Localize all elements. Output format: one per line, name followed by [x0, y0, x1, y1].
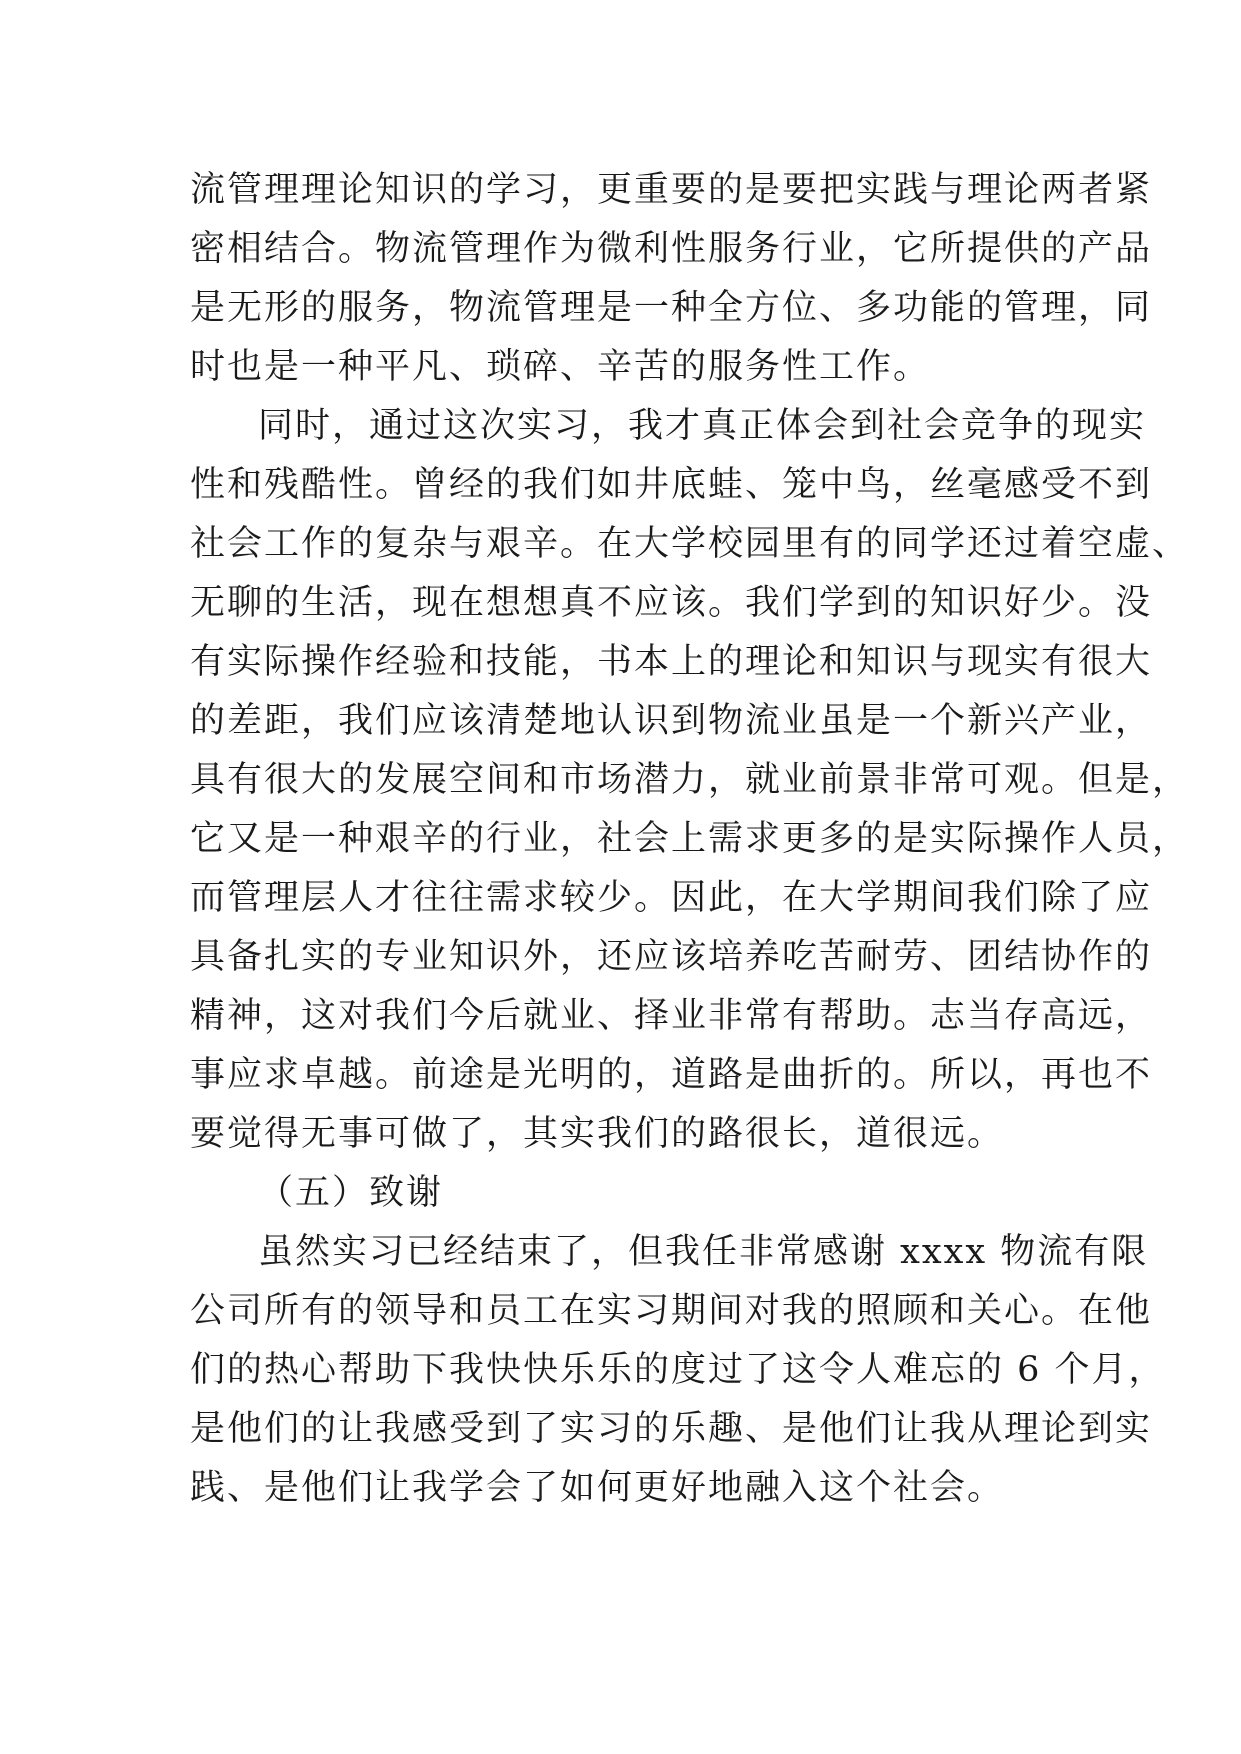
paragraph-line: 无聊的生活，现在想想真不应该。我们学到的知识好少。没 [190, 583, 1153, 623]
paragraph-line: 践、是他们让我学会了如何更好地融入这个社会。 [190, 1468, 1005, 1508]
paragraph-line: 流管理理论知识的学习，更重要的是要把实践与理论两者紧 [190, 170, 1153, 210]
paragraph-line: 它又是一种艰辛的行业，社会上需求更多的是实际操作人员， [190, 819, 1190, 859]
paragraph-line: 而管理层人才往往需求较少。因此，在大学期间我们除了应 [190, 878, 1153, 918]
paragraph-line: 具有很大的发展空间和市场潜力，就业前景非常可观。但是， [190, 760, 1190, 800]
paragraph-line: 时也是一种平凡、琐碎、辛苦的服务性工作。 [190, 347, 931, 387]
paragraph-line: 是无形的服务，物流管理是一种全方位、多功能的管理，同 [190, 288, 1153, 328]
paragraph-line: 要觉得无事可做了，其实我们的路很长，道很远。 [190, 1114, 1005, 1154]
paragraph-line: 事应求卓越。前途是光明的，道路是曲折的。所以，再也不 [190, 1055, 1153, 1095]
paragraph-line: 密相结合。物流管理作为微利性服务行业，它所提供的产品 [190, 229, 1153, 269]
paragraph-line: 的差距，我们应该清楚地认识到物流业虽是一个新兴产业， [190, 701, 1153, 741]
paragraph-line: 精神，这对我们今后就业、择业非常有帮助。志当存高远， [190, 996, 1153, 1036]
paragraph-line: 同时，通过这次实习，我才真正体会到社会竞争的现实 [258, 406, 1147, 446]
paragraph-line: 具备扎实的专业知识外，还应该培养吃苦耐劳、团结协作的 [190, 937, 1153, 977]
section-heading: （五）致谢 [258, 1173, 444, 1213]
paragraph-line: 虽然实习已经结束了，但我任非常感谢 xxxx 物流有限 [258, 1232, 1149, 1272]
paragraph-line: 们的热心帮助下我快快乐乐的度过了这令人难忘的 6 个月， [190, 1350, 1166, 1390]
paragraph-line: 公司所有的领导和员工在实习期间对我的照顾和关心。在他 [190, 1291, 1153, 1331]
paragraph-line: 性和残酷性。曾经的我们如井底蛙、笼中鸟，丝毫感受不到 [190, 465, 1153, 505]
paragraph-line: 社会工作的复杂与艰辛。在大学校园里有的同学还过着空虚、 [190, 524, 1190, 564]
paragraph-line: 是他们的让我感受到了实习的乐趣、是他们让我从理论到实 [190, 1409, 1153, 1449]
paragraph-line: 有实际操作经验和技能，书本上的理论和知识与现实有很大 [190, 642, 1153, 682]
